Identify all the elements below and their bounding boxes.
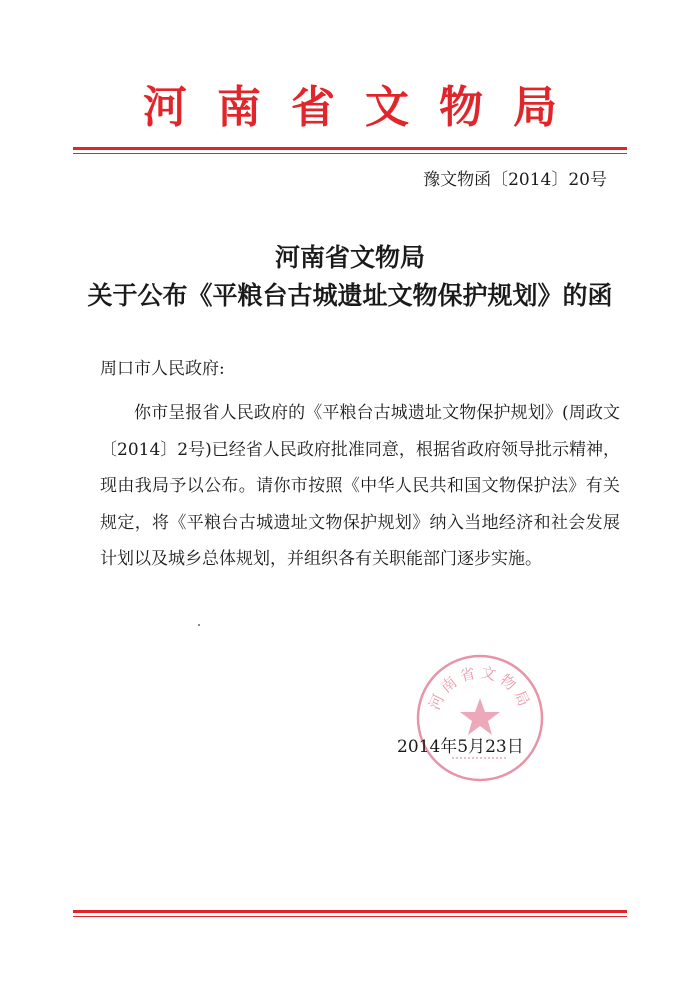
footer-rule-thick	[73, 910, 627, 913]
document-title-line-2: 关于公布《平粮台古城遗址文物保护规划》的函	[87, 281, 613, 310]
header-rule-thin	[73, 153, 627, 154]
header-rule-thick	[73, 147, 627, 150]
issue-date: 2014年5月23日	[397, 737, 524, 757]
document-number: 豫文物函〔2014〕20号	[423, 170, 607, 190]
issuer-header: 河南省文物局	[143, 82, 587, 133]
svg-text:河南省文物局: 河南省文物局	[425, 663, 535, 713]
official-seal	[412, 650, 548, 786]
salutation: 周口市人民政府:	[100, 359, 225, 379]
stray-mark	[198, 624, 200, 626]
document-title-line-1: 河南省文物局	[274, 243, 425, 272]
footer-rule-thin	[73, 916, 627, 917]
body-paragraph: 你市呈报省人民政府的《平粮台古城遗址文物保护规划》(周政文〔2014〕2号)已经省人民政府批准同意，根据省政府领导批示精神，现由我局予以公布。请你市按照《中华人民共和国文物保护法》有关规定，将《平粮台古城遗址文物保护规划》纳入当地经济和社会发展计划以及城乡总体规划，并组织各有关职能部门逐步实施。	[100, 403, 620, 569]
